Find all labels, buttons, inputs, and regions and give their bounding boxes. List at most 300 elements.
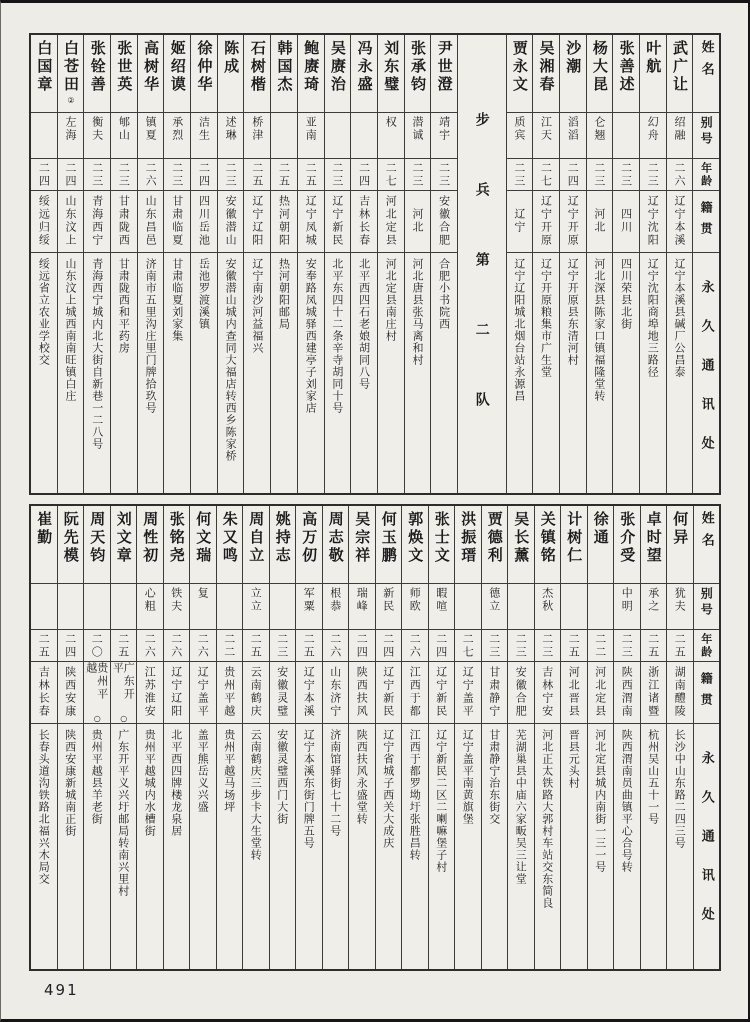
entry-age: 二六 bbox=[169, 632, 183, 659]
separator-label: 步兵第二队 bbox=[473, 112, 490, 462]
entry-native-cell bbox=[244, 191, 270, 253]
entry-age-cell bbox=[298, 159, 324, 191]
entry-address: 杭州吴山五十一号 bbox=[646, 729, 660, 825]
entry-column bbox=[430, 35, 457, 493]
entry-age-cell bbox=[296, 630, 322, 662]
entry-alias: 复 bbox=[196, 587, 210, 600]
entry-age: 二〇 bbox=[90, 632, 104, 659]
entry-address: 安徽潜山城内查同大福店转西乡陈家桥 bbox=[224, 258, 238, 462]
entry-name-cell bbox=[191, 35, 217, 113]
entry-age: 二六 bbox=[408, 632, 422, 659]
entry-name-cell bbox=[296, 506, 322, 584]
entry-name: 崔勤 bbox=[35, 511, 54, 547]
entry-alias-cell bbox=[243, 584, 269, 630]
entry-age: 二五 bbox=[567, 632, 581, 659]
entry-native: 辽宁沈阳 bbox=[646, 194, 660, 247]
entry-age: 二五 bbox=[277, 161, 291, 188]
entry-age: 二三 bbox=[275, 632, 289, 659]
entry-age-cell bbox=[376, 630, 402, 662]
entry-column bbox=[506, 35, 533, 493]
entry-native-cell bbox=[588, 662, 614, 724]
entry-name: 吴长薰 bbox=[512, 511, 531, 565]
entry-age-cell bbox=[58, 630, 84, 662]
entry-name: 叶航 bbox=[644, 40, 663, 76]
entry-native-cell bbox=[218, 191, 244, 253]
entry-age-cell bbox=[507, 159, 533, 191]
entry-native: 安徽合肥 bbox=[514, 665, 528, 718]
entry-native-cell bbox=[31, 191, 57, 253]
entry-age-cell bbox=[164, 159, 190, 191]
entry-age-cell bbox=[243, 630, 269, 662]
entry-address-cell bbox=[508, 724, 534, 969]
entry-address-cell bbox=[588, 724, 614, 969]
entry-column bbox=[375, 506, 402, 969]
entry-native-cell bbox=[111, 662, 137, 724]
entry-alias-cell bbox=[351, 113, 377, 159]
header-age-label: 年龄 bbox=[699, 161, 713, 188]
entry-column bbox=[377, 35, 404, 493]
entry-column bbox=[666, 35, 693, 493]
entry-alias-cell bbox=[323, 584, 349, 630]
entry-address: 甘肃陇西和平药房 bbox=[117, 258, 131, 354]
entry-address: 四川荣县北街 bbox=[619, 258, 633, 330]
entry-name: 吴宗祥 bbox=[353, 511, 372, 565]
entry-age: 二四 bbox=[197, 161, 211, 188]
entry-name: 陈成 bbox=[222, 40, 241, 76]
entry-native: 甘肃静宁 bbox=[487, 665, 501, 718]
entry-alias-cell bbox=[84, 584, 110, 630]
entry-alias-cell bbox=[31, 584, 57, 630]
entry-alias: 权 bbox=[384, 116, 398, 129]
entry-name: 朱又鸣 bbox=[220, 511, 239, 565]
entry-address-cell bbox=[351, 253, 377, 493]
entry-column bbox=[242, 506, 269, 969]
entry-native: 甘肃临夏 bbox=[170, 194, 184, 247]
entry-column bbox=[217, 35, 244, 493]
entry-age-cell bbox=[84, 630, 110, 662]
entry-age: 二三 bbox=[410, 161, 424, 188]
entry-address-cell bbox=[138, 253, 164, 493]
entry-native: 安徽灵璧 bbox=[275, 665, 289, 718]
entry-column bbox=[532, 35, 559, 493]
entry-alias-cell bbox=[667, 584, 693, 630]
entry-alias-cell bbox=[376, 584, 402, 630]
entry-name-cell bbox=[587, 35, 613, 113]
entry-age: 二六 bbox=[144, 161, 158, 188]
entry-native-cell bbox=[296, 662, 322, 724]
entry-name: 姬绍谟 bbox=[168, 40, 187, 94]
entry-alias: 郇山 bbox=[117, 116, 131, 142]
header-native-label: 籍贯 bbox=[699, 200, 714, 243]
entry-age: 二三 bbox=[619, 161, 633, 188]
entry-age-cell bbox=[641, 630, 667, 662]
entry-address-cell bbox=[325, 253, 351, 493]
entry-age: 二七 bbox=[539, 161, 553, 188]
entry-address: 河北正太铁路大郭村车站交东简良 bbox=[540, 729, 554, 909]
entry-column bbox=[666, 506, 693, 969]
header-address-cell bbox=[694, 724, 720, 969]
entry-name-cell bbox=[508, 506, 534, 584]
entry-alias: 镇夏 bbox=[144, 116, 158, 142]
entry-native-cell bbox=[560, 191, 586, 253]
entry-name: 张介受 bbox=[618, 511, 637, 565]
entry-native-cell bbox=[587, 191, 613, 253]
entry-age-cell bbox=[271, 159, 297, 191]
entry-native: 河北晋县 bbox=[567, 665, 581, 718]
entry-name-cell bbox=[378, 35, 404, 113]
entry-age: 二七 bbox=[461, 632, 475, 659]
entry-address: 贵州平越城内水槽街 bbox=[143, 729, 157, 837]
entry-name-cell bbox=[588, 506, 614, 584]
entry-column bbox=[295, 506, 322, 969]
entry-alias: 军粟 bbox=[302, 587, 316, 613]
entry-name-cell bbox=[84, 35, 110, 113]
entry-name-cell bbox=[613, 35, 639, 113]
entry-native-cell bbox=[84, 662, 110, 724]
entry-native-cell bbox=[376, 662, 402, 724]
entry-address: 北平东四十二条辛寺胡同十号 bbox=[330, 258, 344, 414]
entry-alias: 幻舟 bbox=[646, 116, 660, 142]
entry-age: 二四 bbox=[357, 161, 371, 188]
entry-column bbox=[110, 506, 137, 969]
entry-age: 二五 bbox=[37, 632, 51, 659]
entry-name: 高万仞 bbox=[300, 511, 319, 565]
header-alias-label: 别号 bbox=[699, 587, 714, 619]
entry-name-cell bbox=[218, 35, 244, 113]
entry-age: 二四 bbox=[63, 632, 77, 659]
entry-address-cell bbox=[378, 253, 404, 493]
entry-column bbox=[587, 506, 614, 969]
entry-name-cell bbox=[351, 35, 377, 113]
entry-age: 二五 bbox=[673, 632, 687, 659]
entry-native: 青海西宁 bbox=[90, 194, 104, 247]
entry-address: 安奉路凤城驿西建亭子刘家店 bbox=[304, 258, 318, 414]
entry-column bbox=[507, 506, 534, 969]
entry-age-cell bbox=[455, 630, 481, 662]
entry-native-cell bbox=[298, 191, 324, 253]
entry-age-cell bbox=[482, 630, 508, 662]
entry-column bbox=[270, 35, 297, 493]
entry-age: 二四 bbox=[37, 161, 51, 188]
entry-alias-cell bbox=[535, 584, 561, 630]
entry-age-cell bbox=[378, 159, 404, 191]
entry-column bbox=[404, 35, 431, 493]
entry-column bbox=[612, 35, 639, 493]
entry-address: 陕西扶风永盛堂转 bbox=[355, 729, 369, 825]
entry-age-cell bbox=[614, 630, 640, 662]
header-column-bottom bbox=[693, 506, 720, 969]
entry-native: 辽宁辽阳 bbox=[250, 194, 264, 247]
entry-age: 二三 bbox=[487, 632, 501, 659]
entry-native: 辽宁盖平 bbox=[461, 665, 475, 718]
entry-native-cell bbox=[455, 662, 481, 724]
entry-address: 辽宁南沙河益福兴 bbox=[250, 258, 264, 354]
header-name-label: 姓名 bbox=[698, 511, 714, 555]
entry-address: 辽宁沈阳商埠地三路径 bbox=[646, 258, 660, 378]
entry-address-cell bbox=[84, 253, 110, 493]
entry-address-cell bbox=[561, 724, 587, 969]
entry-alias: 德立 bbox=[487, 587, 501, 613]
entry-native: 辽宁本溪 bbox=[302, 665, 316, 718]
entry-age: 二三 bbox=[646, 161, 660, 188]
entry-native: 辽宁本溪 bbox=[672, 194, 686, 247]
entry-name: 关镇铭 bbox=[538, 511, 557, 565]
entry-native-note: ○ bbox=[92, 714, 102, 723]
entry-address-cell bbox=[376, 724, 402, 969]
entry-address-cell bbox=[31, 253, 57, 493]
entry-age-cell bbox=[613, 159, 639, 191]
entry-alias-cell bbox=[217, 584, 243, 630]
entry-name-cell bbox=[614, 506, 640, 584]
entry-address-cell bbox=[164, 724, 190, 969]
entry-name: 贾永文 bbox=[510, 40, 529, 94]
entry-address-cell bbox=[111, 724, 137, 969]
entry-alias-cell bbox=[325, 113, 351, 159]
entry-name-cell bbox=[271, 35, 297, 113]
entry-address-cell bbox=[323, 724, 349, 969]
header-name-cell bbox=[694, 506, 720, 584]
entry-alias: 瑞峰 bbox=[355, 587, 369, 613]
entry-address: 北平西四牌楼龙泉居 bbox=[169, 729, 183, 837]
entry-age-cell bbox=[402, 630, 428, 662]
entry-address: 辽宁开原粮集市广生堂 bbox=[539, 258, 553, 378]
entry-age-cell bbox=[405, 159, 431, 191]
entry-name: 贾德利 bbox=[485, 511, 504, 565]
entry-age: 二五 bbox=[116, 632, 130, 659]
entry-column bbox=[83, 35, 110, 493]
entry-column bbox=[189, 506, 216, 969]
entry-alias: 潜诚 bbox=[410, 116, 424, 142]
entry-alias-cell bbox=[560, 113, 586, 159]
entry-address: 辽宁开原县东清河村 bbox=[566, 258, 580, 366]
entry-native: 河北 bbox=[592, 207, 606, 234]
entry-address: 陕西渭南员曲镇平心合号转 bbox=[620, 729, 634, 873]
entry-address-cell bbox=[613, 253, 639, 493]
header-name-cell bbox=[693, 35, 719, 113]
entry-native-cell bbox=[351, 191, 377, 253]
entry-alias-cell bbox=[164, 584, 190, 630]
entry-native-cell bbox=[190, 662, 216, 724]
entry-alias-cell bbox=[482, 584, 508, 630]
entry-column bbox=[57, 35, 84, 493]
entry-address-cell bbox=[405, 253, 431, 493]
entry-age-cell bbox=[137, 630, 163, 662]
entry-age: 二七 bbox=[384, 161, 398, 188]
entry-alias: 暇喧 bbox=[434, 587, 448, 613]
entry-column bbox=[136, 506, 163, 969]
entry-age: 二三 bbox=[540, 632, 554, 659]
entry-alias-cell bbox=[455, 584, 481, 630]
entry-address: 河北定县城内南街一三一号 bbox=[593, 729, 607, 873]
entry-name-cell bbox=[405, 35, 431, 113]
entry-address-cell bbox=[667, 253, 693, 493]
entry-age: 二六 bbox=[143, 632, 157, 659]
entry-alias-cell bbox=[561, 584, 587, 630]
header-address-label: 永久通讯处 bbox=[698, 280, 714, 475]
entry-alias: 师欧 bbox=[408, 587, 422, 613]
entry-alias-cell bbox=[402, 584, 428, 630]
entry-native: 陕西扶风 bbox=[355, 665, 369, 718]
entry-address: 北平西四石老娘胡同八号 bbox=[357, 258, 371, 390]
entry-native-cell bbox=[405, 191, 431, 253]
entry-native-cell bbox=[325, 191, 351, 253]
entry-native-cell bbox=[535, 662, 561, 724]
entry-name: 张世英 bbox=[115, 40, 134, 94]
entry-name-cell bbox=[244, 35, 270, 113]
entry-native: 贵州平越 bbox=[222, 665, 236, 718]
entry-name-cell bbox=[325, 35, 351, 113]
entry-address-cell bbox=[535, 724, 561, 969]
entry-age: 二三 bbox=[170, 161, 184, 188]
entry-age: 二二 bbox=[222, 632, 236, 659]
entry-column bbox=[83, 506, 110, 969]
entry-alias: 立立 bbox=[249, 587, 263, 613]
entry-age: 二二 bbox=[593, 632, 607, 659]
entry-name: 阮先模 bbox=[61, 511, 80, 565]
entry-native-cell bbox=[58, 662, 84, 724]
entry-column bbox=[269, 506, 296, 969]
entry-age: 二五 bbox=[304, 161, 318, 188]
entry-age: 二三 bbox=[437, 161, 451, 188]
entry-age-cell bbox=[533, 159, 559, 191]
entry-age: 二四 bbox=[434, 632, 448, 659]
entry-address-cell bbox=[431, 253, 457, 493]
entry-column bbox=[639, 35, 666, 493]
entry-address: 辽宁省城子西关大成庆 bbox=[381, 729, 395, 849]
entry-address-cell bbox=[31, 724, 57, 969]
entry-address-cell bbox=[507, 253, 533, 493]
entry-address: 甘肃静宁治东街交 bbox=[487, 729, 501, 825]
entry-alias-cell bbox=[614, 584, 640, 630]
entry-address: 济南馆驿街七十二号 bbox=[328, 729, 342, 837]
entry-name: 何异 bbox=[671, 511, 690, 547]
entry-age-cell bbox=[429, 630, 455, 662]
entry-address: 合肥小书院西 bbox=[437, 258, 451, 330]
entry-column bbox=[31, 35, 57, 493]
entry-address-cell bbox=[164, 253, 190, 493]
entry-name: 张铨善 bbox=[88, 40, 107, 94]
entry-age: 二三 bbox=[620, 632, 634, 659]
entry-address: 贵州平越马场坪 bbox=[222, 729, 236, 813]
entry-column bbox=[31, 506, 57, 969]
entry-native-cell bbox=[31, 662, 57, 724]
entry-column bbox=[401, 506, 428, 969]
entry-column bbox=[640, 506, 667, 969]
entry-age-cell bbox=[191, 159, 217, 191]
entry-alias-cell bbox=[31, 113, 57, 159]
entry-name: 韩国杰 bbox=[275, 40, 294, 94]
entry-address-cell bbox=[270, 724, 296, 969]
entry-native-cell bbox=[561, 662, 587, 724]
entry-name: 周志敬 bbox=[326, 511, 345, 565]
entry-native: 热河朝阳 bbox=[277, 194, 291, 247]
entry-address: 辽宁本溪县碱厂公昌泰 bbox=[672, 258, 686, 378]
entry-age-cell bbox=[138, 159, 164, 191]
entry-name: 白苍田 bbox=[62, 40, 81, 94]
entry-native: 山东济宁 bbox=[328, 665, 342, 718]
entry-name: 冯永盛 bbox=[355, 40, 374, 94]
entry-alias-cell bbox=[641, 584, 667, 630]
entry-native-cell bbox=[349, 662, 375, 724]
entry-alias-cell bbox=[296, 584, 322, 630]
entry-age-cell bbox=[431, 159, 457, 191]
entry-column bbox=[534, 506, 561, 969]
entry-name-cell bbox=[164, 506, 190, 584]
entry-address: 云南鹤庆三步卡大生堂转 bbox=[249, 729, 263, 861]
entry-address-cell bbox=[137, 724, 163, 969]
entry-alias-cell bbox=[244, 113, 270, 159]
entry-name-cell bbox=[58, 506, 84, 584]
entry-alias-cell bbox=[137, 584, 163, 630]
entry-native: 四川 bbox=[619, 207, 633, 234]
entry-name-cell bbox=[243, 506, 269, 584]
entry-native: 辽宁新民 bbox=[434, 665, 448, 718]
entry-address-cell bbox=[455, 724, 481, 969]
entry-native: 陕西渭南 bbox=[620, 665, 634, 718]
entry-native-cell bbox=[507, 191, 533, 253]
entry-address: 贵州平越县羊老街 bbox=[90, 729, 104, 825]
entry-address: 河北深县陈家口镇福隆堂转 bbox=[592, 258, 606, 402]
entry-native-cell bbox=[138, 191, 164, 253]
entry-name: 计树仁 bbox=[565, 511, 584, 565]
entry-address: 青海西宁城内北大街自新巷一二八号 bbox=[90, 258, 104, 450]
entry-native-cell bbox=[191, 191, 217, 253]
entry-address-cell bbox=[217, 724, 243, 969]
entry-name: 武广让 bbox=[670, 40, 689, 94]
entry-column bbox=[428, 506, 455, 969]
entry-native-cell bbox=[217, 662, 243, 724]
entry-alias: 亚南 bbox=[304, 116, 318, 142]
header-alias-label: 别号 bbox=[699, 116, 714, 148]
entry-alias-cell bbox=[667, 113, 693, 159]
entry-name-cell bbox=[561, 506, 587, 584]
entry-alias: 承烈 bbox=[170, 116, 184, 142]
entry-column bbox=[163, 35, 190, 493]
entry-alias: 绍融 bbox=[672, 116, 686, 142]
entry-name: 何玉鹏 bbox=[379, 511, 398, 565]
entry-age-cell bbox=[325, 159, 351, 191]
header-native-cell bbox=[693, 191, 719, 253]
entry-column bbox=[350, 35, 377, 493]
entry-native: 江西于都 bbox=[408, 665, 422, 718]
entry-address-cell bbox=[191, 253, 217, 493]
entry-address: 辽宁辽阳城北烟台站永源昌 bbox=[512, 258, 526, 402]
entry-native-cell bbox=[402, 662, 428, 724]
entry-age-cell bbox=[111, 159, 137, 191]
entry-name-cell bbox=[58, 35, 84, 113]
entry-address: 陕西安康新城南正街 bbox=[63, 729, 77, 837]
entry-age-cell bbox=[640, 159, 666, 191]
entry-native: 辽宁盖平 bbox=[196, 665, 210, 718]
entry-name: 周性初 bbox=[141, 511, 160, 565]
entry-native-cell bbox=[640, 191, 666, 253]
entry-name-cell bbox=[507, 35, 533, 113]
entry-alias-cell bbox=[111, 584, 137, 630]
entry-address: 热河朝阳邮局 bbox=[277, 258, 291, 330]
roster-table-bottom bbox=[29, 504, 721, 971]
header-age-cell bbox=[693, 159, 719, 191]
entry-native-cell bbox=[533, 191, 559, 253]
entry-address: 长春头道沟铁路北福兴木局交 bbox=[37, 729, 51, 885]
entry-native: 河北 bbox=[410, 207, 424, 234]
entry-native: 贵州平越 bbox=[84, 662, 109, 701]
entry-name-cell bbox=[667, 506, 693, 584]
entry-age: 二五 bbox=[646, 632, 660, 659]
entry-address-cell bbox=[614, 724, 640, 969]
entry-native-cell bbox=[614, 662, 640, 724]
entry-column bbox=[216, 506, 243, 969]
entry-age: 二六 bbox=[328, 632, 342, 659]
